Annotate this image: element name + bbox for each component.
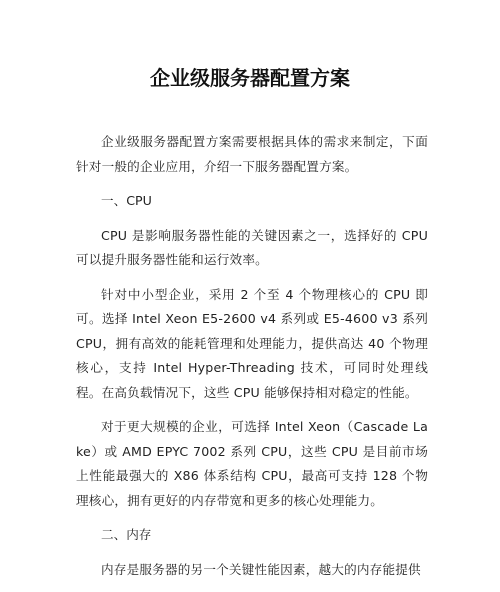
- document-title: 企业级服务器配置方案: [150, 66, 350, 90]
- cpu-paragraph-1: CPU 是影响服务器性能的关键因素之一，选择好的 CPU 可以提升服务器性能和运行效率。: [76, 227, 428, 267]
- section-heading-memory: 二、内存: [101, 527, 152, 542]
- cpu-paragraph-3: 对于更大规模的企业，可选择 Intel Xeon（Cascade Lake）或 AMD EPYC 7002 系列 CPU，这些 CPU 是目前市场上性能最强大的 X86 体系结构 CPU，最高可支持 128 个物理核心，拥有更好的内存带宽和更多的核心处理能力。: [76, 419, 428, 508]
- memory-paragraph-1: 内存是服务器的另一个关键性能因素，越大的内存能提供: [101, 561, 421, 577]
- cpu-paragraph-2: 针对中小型企业，采用 2 个至 4 个物理核心的 CPU 即可。选择 Intel Xeon E5-2600 v4 系列或 E5-4600 v3 系列 CPU，拥有高效的能耗管理和处理能力，提供高达 40 个物理核心，支持 Intel Hyper-Threading 技术，可同时处理线程。在高负载情况下，这些 CPU 能够保持相对稳定的性能。: [76, 286, 428, 400]
- section-heading-cpu: 一、CPU: [101, 193, 152, 208]
- document-body: [76, 130, 428, 592]
- intro-paragraph: 企业级服务器配置方案需要根据具体的需求来制定，下面针对一般的企业应用，介绍一下服务器配置方案。: [76, 134, 428, 174]
